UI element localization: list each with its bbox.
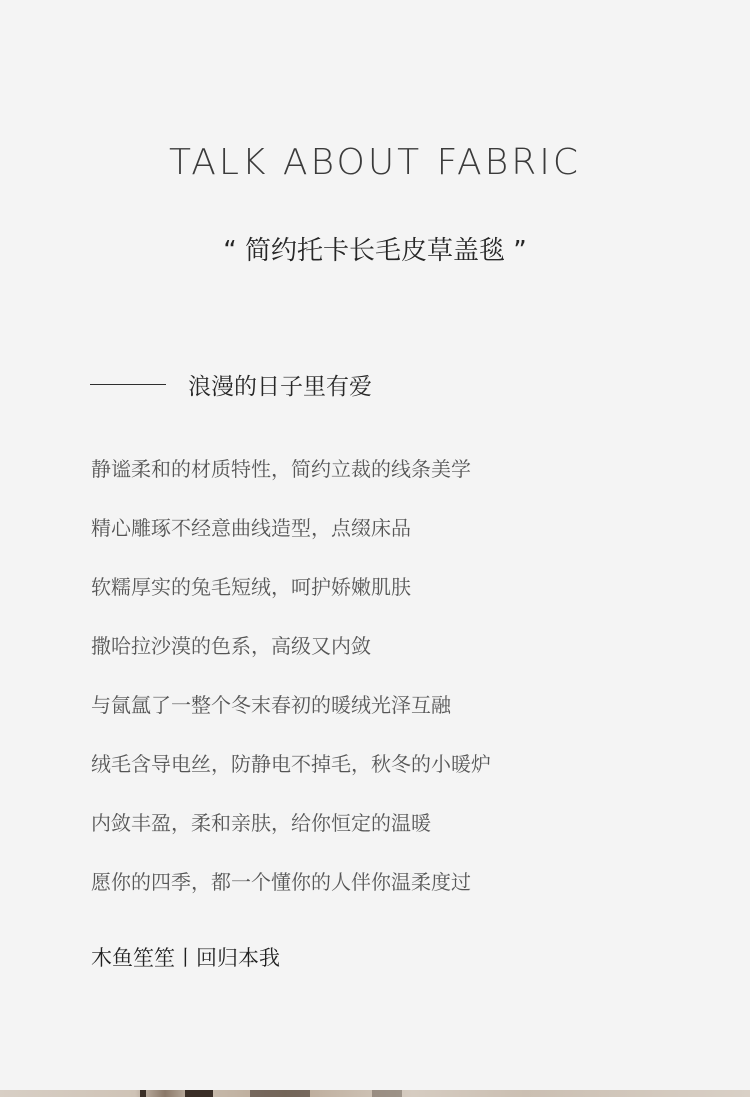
description-line: 精心雕琢不经意曲线造型，点缀床品	[91, 516, 411, 540]
headline: TALK ABOUT FABRIC	[169, 142, 581, 183]
description-line: 绒毛含导电丝，防静电不掉毛，秋冬的小暖炉	[91, 752, 491, 776]
section-title: 浪漫的日子里有爱	[188, 373, 372, 400]
description-line: 静谧柔和的材质特性，简约立裁的线条美学	[91, 457, 471, 481]
brand-signature: 木鱼笙笙丨回归本我	[91, 946, 280, 970]
description-list	[91, 452, 711, 924]
product-photo-edge	[0, 1090, 750, 1097]
description-line: 软糯厚实的兔毛短绒，呵护娇嫩肌肤	[91, 575, 411, 599]
photo-detail	[140, 1090, 146, 1097]
photo-detail	[185, 1090, 213, 1097]
description-line: 愿你的四季，都一个懂你的人伴你温柔度过	[91, 870, 471, 894]
photo-detail	[250, 1090, 310, 1097]
product-name-quote: “ 简约托卡长毛皮草盖毯 ”	[223, 236, 527, 266]
section-heading	[90, 368, 372, 400]
photo-detail	[372, 1090, 402, 1097]
description-line: 内敛丰盈，柔和亲肤，给你恒定的温暖	[91, 811, 431, 835]
description-line: 与氤氲了一整个冬末春初的暖绒光泽互融	[91, 693, 451, 717]
heading-rule	[90, 384, 166, 385]
description-line: 撒哈拉沙漠的色系，高级又内敛	[91, 634, 371, 658]
